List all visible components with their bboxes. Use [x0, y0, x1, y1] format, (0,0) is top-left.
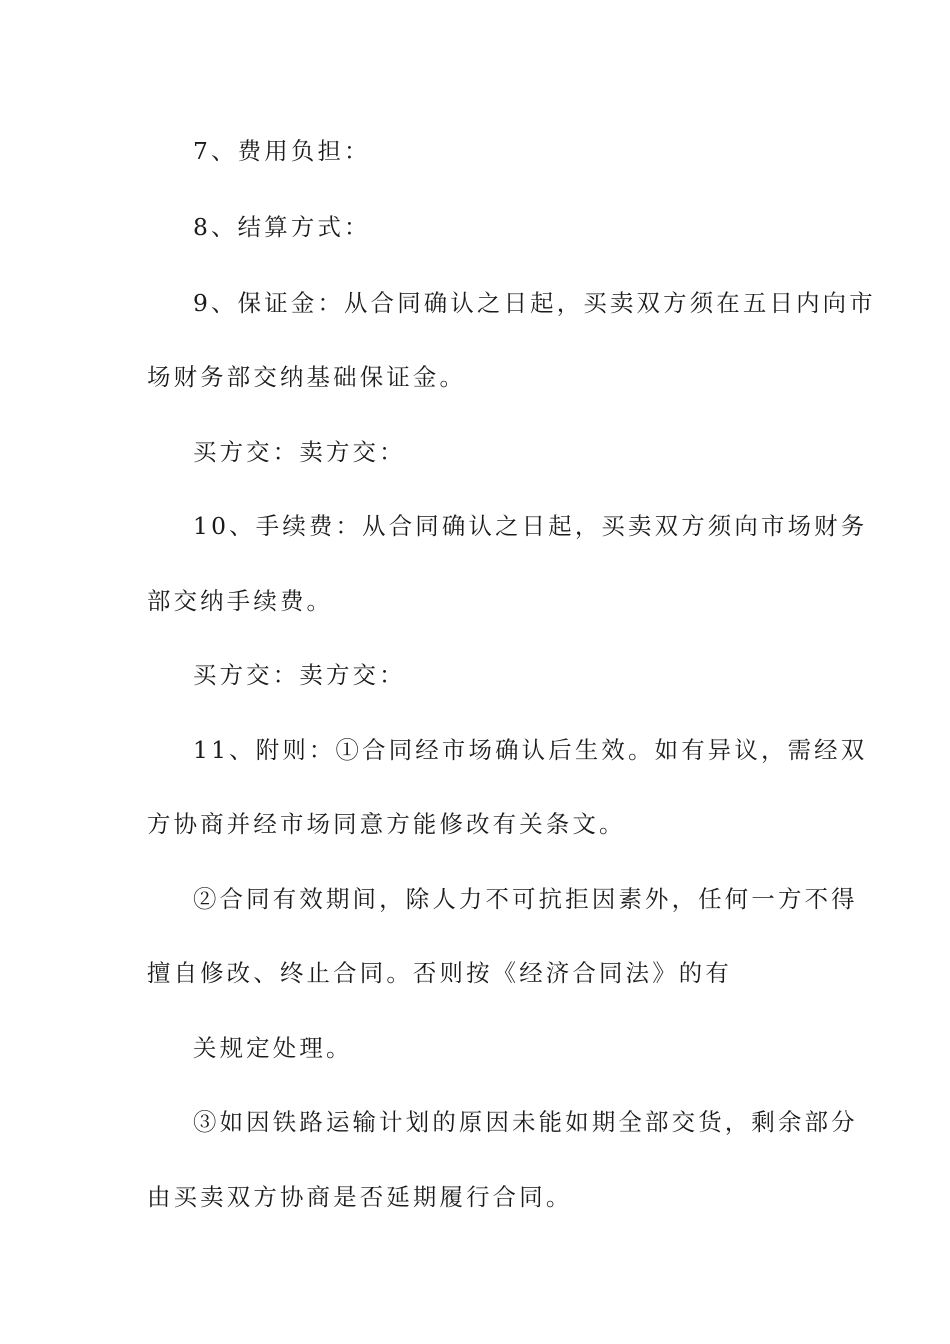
clause-11-item-2-line-3: 关规定处理。: [193, 1034, 353, 1062]
clause-9-deposit-line-2: 场财务部交纳基础保证金。: [147, 363, 467, 391]
clause-11-item-3-line-2: 由买卖双方协商是否延期履行合同。: [147, 1183, 573, 1211]
clause-10-fee-line-2: 部交纳手续费。: [147, 587, 334, 615]
clause-7-cost-burden: 7、费用负担：: [193, 137, 371, 165]
clause-10-buyer-seller-payment: 买方交：卖方交：: [193, 661, 406, 689]
clause-11-item-3-line-1: ③如因铁路运输计划的原因未能如期全部交货，剩余部分: [193, 1108, 858, 1136]
clause-11-item-2-line-2: 擅自修改、终止合同。否则按《经济合同法》的有: [147, 959, 732, 987]
clause-11-item-2-line-1: ②合同有效期间，除人力不可抗拒因素外，任何一方不得: [193, 885, 858, 913]
clause-8-settlement-method: 8、结算方式：: [193, 213, 371, 241]
clause-11-supplementary-line-2: 方协商并经市场同意方能修改有关条文。: [147, 810, 626, 838]
clause-10-fee-line-1: 10、手续费：从合同确认之日起，买卖双方须向市场财务: [193, 512, 868, 540]
clause-9-deposit-line-1: 9、保证金：从合同确认之日起，买卖双方须在五日内向市: [193, 289, 876, 317]
clause-11-supplementary-line-1: 11、附则：①合同经市场确认后生效。如有异议，需经双: [193, 736, 868, 764]
clause-9-buyer-seller-payment: 买方交：卖方交：: [193, 438, 406, 466]
